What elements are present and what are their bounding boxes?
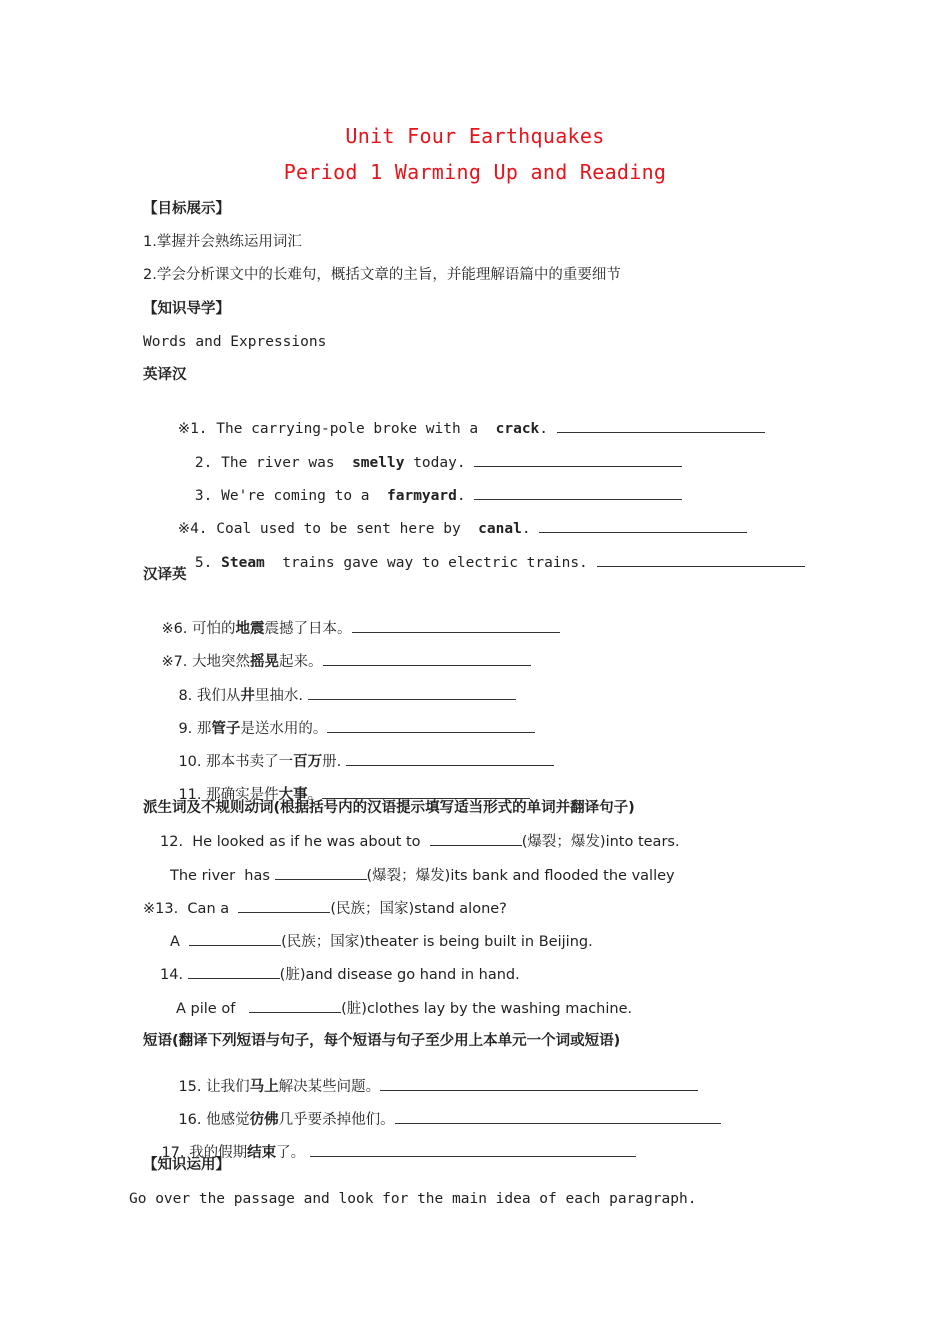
item-text: The river has — [170, 868, 270, 884]
answer-blank[interactable] — [557, 418, 765, 433]
item-text: 里抽水. — [254, 688, 303, 704]
item-text: We're coming to a — [221, 488, 379, 504]
answer-blank[interactable] — [310, 1142, 636, 1157]
derivative-item-12 — [160, 831, 680, 852]
item-text: The river was — [221, 455, 344, 471]
item-number: 5. — [194, 555, 213, 571]
item-text: 册. — [322, 754, 342, 770]
page-subtitle: Period 1 Warming Up and Reading — [283, 160, 667, 184]
item-text: . — [539, 421, 549, 437]
item-number: ※7. — [161, 654, 188, 670]
usage-instruction: Go over the passage and look for the main idea of each paragraph. — [129, 1191, 697, 1207]
hint-text: (脏)clothes lay by the washing machine. — [341, 1001, 633, 1017]
answer-blank[interactable] — [322, 784, 530, 799]
key-word: 百万 — [293, 754, 323, 770]
item-text: 他感觉 — [206, 1112, 250, 1128]
derivative-item-13 — [143, 898, 507, 919]
item-number: 10. — [178, 754, 202, 770]
item-number: 2. — [194, 455, 213, 471]
key-word: 结束 — [247, 1145, 277, 1161]
item-text: today. — [404, 455, 466, 471]
item-text: 可怕的 — [192, 621, 236, 637]
answer-blank[interactable] — [188, 964, 280, 979]
key-word: 大事 — [278, 787, 308, 803]
item-number: 3. — [194, 488, 213, 504]
key-word: 彷佛 — [249, 1112, 279, 1128]
derivative-item-14 — [160, 964, 520, 985]
answer-blank[interactable] — [189, 931, 281, 946]
answer-blank[interactable] — [238, 898, 330, 913]
item-text: 让我们 — [206, 1079, 250, 1095]
hint-text: (民族；国家)stand alone? — [330, 901, 507, 917]
item-text: The carrying-pole broke with a — [216, 421, 487, 437]
item-number: 16. — [178, 1112, 202, 1128]
item-text: . — [521, 521, 531, 537]
item-text: 我的假期 — [189, 1145, 248, 1161]
derivative-item-13b — [170, 931, 593, 952]
key-word: Steam — [221, 555, 265, 571]
answer-blank[interactable] — [323, 651, 531, 666]
key-word: canal — [478, 521, 522, 537]
answer-blank[interactable] — [275, 865, 367, 880]
key-word: smelly — [352, 455, 405, 471]
answer-blank[interactable] — [597, 552, 805, 567]
item-text: 起来。 — [279, 654, 323, 670]
item-text: Coal used to be sent here by — [216, 521, 470, 537]
key-word: 摇晃 — [250, 654, 280, 670]
item-number: 11. — [178, 787, 202, 803]
item-text: 了。 — [276, 1145, 306, 1161]
item-text: 那确实是件 — [206, 787, 279, 803]
item-text: 大地突然 — [192, 654, 251, 670]
item-text: 是送水用的。 — [240, 721, 328, 737]
hint-text: (民族；国家)theater is being built in Beijing. — [281, 934, 593, 950]
item-number: ※4. — [177, 521, 208, 537]
answer-blank[interactable] — [249, 998, 341, 1013]
derivative-item-12b — [170, 865, 675, 886]
item-text: 12. He looked as if he was about to — [160, 834, 421, 850]
answer-blank[interactable] — [430, 831, 522, 846]
derivative-item-14b — [176, 998, 632, 1019]
hint-text: (脏)and disease go hand in hand. — [279, 967, 520, 983]
item-number: ※1. — [177, 421, 208, 437]
guide-heading: 【知识导学】 — [143, 301, 230, 317]
en-to-cn-heading: 英译汉 — [143, 367, 187, 383]
page-title: Unit Four Earthquakes — [345, 124, 605, 148]
en-item-5 — [160, 532, 805, 593]
item-text: A pile of — [176, 1001, 236, 1017]
hint-text: (爆裂；爆发)into tears. — [521, 834, 680, 850]
item-number: 8. — [178, 688, 193, 704]
item-text: 几乎要杀掉他们。 — [278, 1112, 395, 1128]
key-word: 井 — [240, 688, 255, 704]
objective-item: 1.掌握并会熟练运用词汇 — [143, 234, 302, 250]
cn-to-en-heading: 汉译英 — [143, 567, 187, 583]
item-number: 15. — [178, 1079, 202, 1095]
objectives-heading: 【目标展示】 — [143, 201, 230, 217]
item-text: 14. — [160, 967, 184, 983]
usage-heading: 【知识运用】 — [143, 1157, 230, 1173]
item-text: A — [170, 934, 180, 950]
hint-text: (爆裂；爆发)its bank and flooded the valley — [366, 868, 675, 884]
objective-item: 2.学会分析课文中的长难句，概括文章的主旨，并能理解语篇中的重要细节 — [143, 267, 621, 283]
item-text: 那本书卖了一 — [206, 754, 294, 770]
item-text: 那 — [196, 721, 212, 737]
item-text: . — [456, 488, 466, 504]
item-text: 我们从 — [196, 688, 241, 704]
key-word: 马上 — [249, 1079, 279, 1095]
phrase-heading: 短语(翻译下列短语与句子，每个短语与句子至少用上本单元一个词或短语) — [143, 1033, 621, 1049]
item-text: 。 — [307, 787, 323, 803]
key-word: 地震 — [235, 621, 265, 637]
item-text: trains gave way to electric trains. — [264, 555, 588, 571]
item-number: 17. — [161, 1145, 185, 1161]
item-text: 震撼了日本。 — [264, 621, 352, 637]
derivative-heading: 派生词及不规则动词(根据括号内的汉语提示填写适当形式的单词并翻译句子) — [143, 800, 635, 816]
key-word: farmyard — [387, 488, 457, 504]
item-text: 解决某些问题。 — [278, 1079, 381, 1095]
key-word: crack — [495, 421, 540, 437]
item-number: 9. — [178, 721, 193, 737]
item-text: ※13. Can a — [143, 901, 230, 917]
item-number: ※6. — [161, 621, 188, 637]
words-heading: Words and Expressions — [143, 334, 327, 350]
answer-blank[interactable] — [539, 518, 747, 533]
key-word: 管子 — [211, 721, 241, 737]
